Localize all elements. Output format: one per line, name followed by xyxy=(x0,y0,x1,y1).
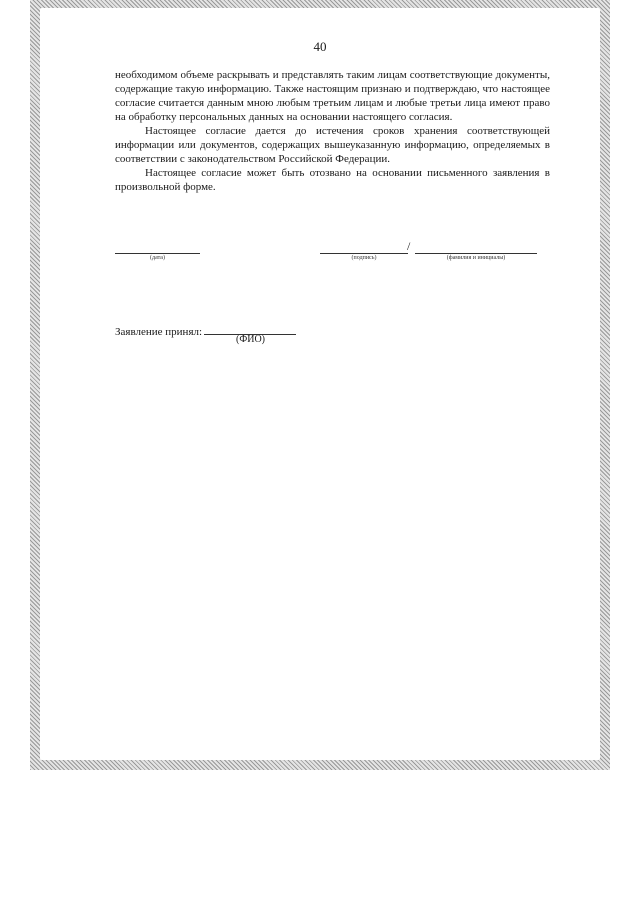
signature-slash: / xyxy=(407,239,411,253)
acceptance-row xyxy=(115,323,296,338)
document-page xyxy=(40,8,600,760)
signature-caption: (подпись) xyxy=(351,255,377,261)
paragraph-consent-revocation: Настоящее согласие может быть отозвано на основании письменного заявления в произвольной форме. xyxy=(115,167,550,193)
document-body xyxy=(115,68,550,194)
signature-block xyxy=(115,241,550,271)
date-caption: (дата) xyxy=(150,255,165,261)
name-caption: (фамилия и инициалы) xyxy=(446,255,506,261)
name-line xyxy=(415,241,537,254)
paragraph-consent-disclosure: необходимом объеме раскрывать и представлять таким лицам соответствующие документы, содержащие такую информацию. Также настоящим признаю и подтверждаю, что настоящее согласие считается данным мною любым третьим лицам и любые третьи лица имеют право на обработку персональных данных на основании настоящего согласия. xyxy=(115,69,550,123)
acceptance-label: Заявление принял: xyxy=(115,326,203,338)
signature-line xyxy=(320,239,411,254)
paragraph-consent-term: Настоящее согласие дается до истечения сроков хранения соответствующей информации или документов, содержащих вышеуказанную информацию, определяемых в соответствии с законодательством Российской Федерации. xyxy=(115,125,550,165)
date-line xyxy=(115,241,200,254)
page-number: 40 xyxy=(313,39,327,54)
fio-caption: (ФИО) xyxy=(236,334,266,345)
